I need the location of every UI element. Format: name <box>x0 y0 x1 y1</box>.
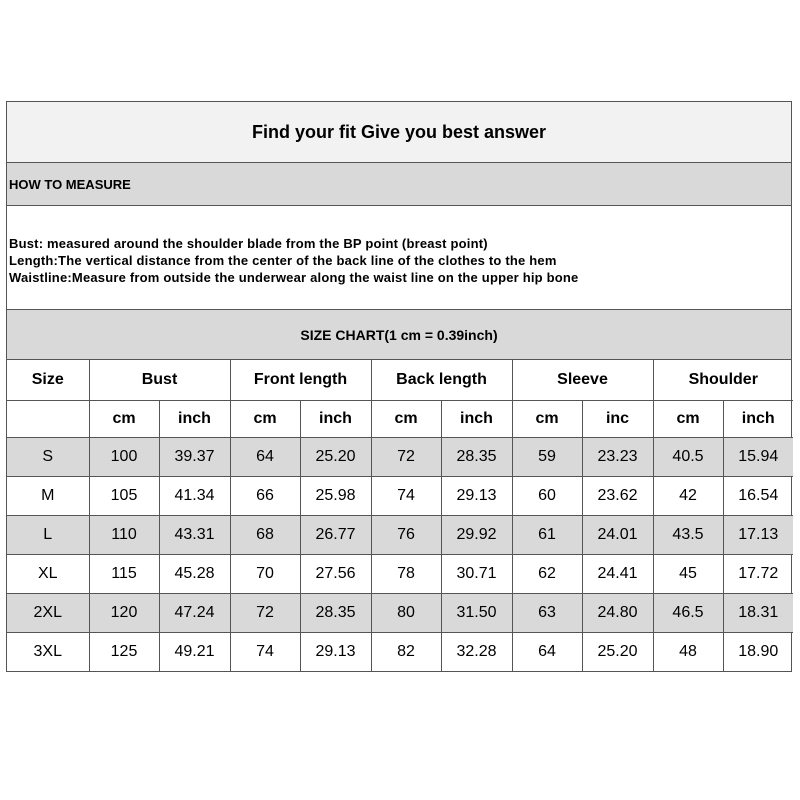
how-to-measure-heading: HOW TO MEASURE <box>7 163 791 206</box>
size-label-cell: L <box>7 516 89 555</box>
table-cell: 115 <box>89 555 159 594</box>
table-cell: 70 <box>230 555 300 594</box>
unit-header: inch <box>159 401 230 438</box>
header-row-groups <box>7 360 793 401</box>
table-cell: 15.94 <box>723 438 793 477</box>
table-cell: 25.20 <box>300 438 371 477</box>
table-cell: 45 <box>653 555 723 594</box>
table-cell: 64 <box>512 633 582 672</box>
table-cell: 29.92 <box>441 516 512 555</box>
table-cell: 48 <box>653 633 723 672</box>
unit-header <box>7 401 89 438</box>
measure-line-length: Length:The vertical distance from the center of the back line of the clothes to the hem <box>9 253 557 268</box>
table-cell: 120 <box>89 594 159 633</box>
table-cell: 24.01 <box>582 516 653 555</box>
unit-header: inch <box>723 401 793 438</box>
table-cell: 125 <box>89 633 159 672</box>
table-cell: 23.23 <box>582 438 653 477</box>
unit-header: cm <box>371 401 441 438</box>
size-guide-sheet <box>6 101 792 672</box>
table-cell: 105 <box>89 477 159 516</box>
column-header-sleeve: Sleeve <box>512 360 653 401</box>
table-cell: 47.24 <box>159 594 230 633</box>
size-label-cell: 2XL <box>7 594 89 633</box>
column-header-shoulder: Shoulder <box>653 360 793 401</box>
measure-line-bust: Bust: measured around the shoulder blade from the BP point (breast point) <box>9 236 488 251</box>
table-cell: 18.90 <box>723 633 793 672</box>
table-cell: 72 <box>230 594 300 633</box>
unit-header: cm <box>653 401 723 438</box>
unit-header: inch <box>300 401 371 438</box>
table-cell: 110 <box>89 516 159 555</box>
column-header-size: Size <box>7 360 89 401</box>
page-title: Find your fit Give you best answer <box>7 102 791 163</box>
table-cell: 39.37 <box>159 438 230 477</box>
column-header-bust: Bust <box>89 360 230 401</box>
table-row <box>7 633 793 672</box>
table-cell: 30.71 <box>441 555 512 594</box>
table-cell: 66 <box>230 477 300 516</box>
table-cell: 62 <box>512 555 582 594</box>
table-cell: 100 <box>89 438 159 477</box>
table-cell: 78 <box>371 555 441 594</box>
table-row <box>7 516 793 555</box>
table-cell: 74 <box>371 477 441 516</box>
table-cell: 45.28 <box>159 555 230 594</box>
table-cell: 28.35 <box>300 594 371 633</box>
table-cell: 17.13 <box>723 516 793 555</box>
table-cell: 25.20 <box>582 633 653 672</box>
column-header-back-length: Back length <box>371 360 512 401</box>
table-cell: 74 <box>230 633 300 672</box>
table-cell: 17.72 <box>723 555 793 594</box>
table-cell: 41.34 <box>159 477 230 516</box>
table-cell: 80 <box>371 594 441 633</box>
unit-header: cm <box>89 401 159 438</box>
table-cell: 64 <box>230 438 300 477</box>
measure-line-waistline: Waistline:Measure from outside the underwear along the waist line on the upper hip bone <box>9 270 579 285</box>
table-row <box>7 438 793 477</box>
unit-header: inc <box>582 401 653 438</box>
table-cell: 42 <box>653 477 723 516</box>
unit-header: cm <box>512 401 582 438</box>
table-cell: 40.5 <box>653 438 723 477</box>
table-cell: 59 <box>512 438 582 477</box>
table-cell: 43.5 <box>653 516 723 555</box>
unit-header: cm <box>230 401 300 438</box>
table-cell: 60 <box>512 477 582 516</box>
table-cell: 43.31 <box>159 516 230 555</box>
table-cell: 24.80 <box>582 594 653 633</box>
table-cell: 46.5 <box>653 594 723 633</box>
table-cell: 16.54 <box>723 477 793 516</box>
table-cell: 49.21 <box>159 633 230 672</box>
table-cell: 63 <box>512 594 582 633</box>
table-cell: 29.13 <box>300 633 371 672</box>
size-label-cell: 3XL <box>7 633 89 672</box>
size-label-cell: XL <box>7 555 89 594</box>
table-row <box>7 594 793 633</box>
size-chart-table <box>7 360 793 671</box>
size-chart-heading: SIZE CHART(1 cm = 0.39inch) <box>7 310 791 360</box>
table-cell: 68 <box>230 516 300 555</box>
table-cell: 61 <box>512 516 582 555</box>
table-cell: 27.56 <box>300 555 371 594</box>
table-cell: 24.41 <box>582 555 653 594</box>
table-cell: 31.50 <box>441 594 512 633</box>
header-row-units <box>7 401 793 438</box>
table-cell: 76 <box>371 516 441 555</box>
how-to-measure-text <box>7 206 791 310</box>
table-cell: 72 <box>371 438 441 477</box>
table-row <box>7 555 793 594</box>
table-cell: 32.28 <box>441 633 512 672</box>
table-cell: 82 <box>371 633 441 672</box>
unit-header: inch <box>441 401 512 438</box>
table-cell: 25.98 <box>300 477 371 516</box>
size-label-cell: M <box>7 477 89 516</box>
table-row <box>7 477 793 516</box>
table-cell: 28.35 <box>441 438 512 477</box>
size-label-cell: S <box>7 438 89 477</box>
table-cell: 29.13 <box>441 477 512 516</box>
table-cell: 18.31 <box>723 594 793 633</box>
table-cell: 23.62 <box>582 477 653 516</box>
column-header-front-length: Front length <box>230 360 371 401</box>
table-cell: 26.77 <box>300 516 371 555</box>
